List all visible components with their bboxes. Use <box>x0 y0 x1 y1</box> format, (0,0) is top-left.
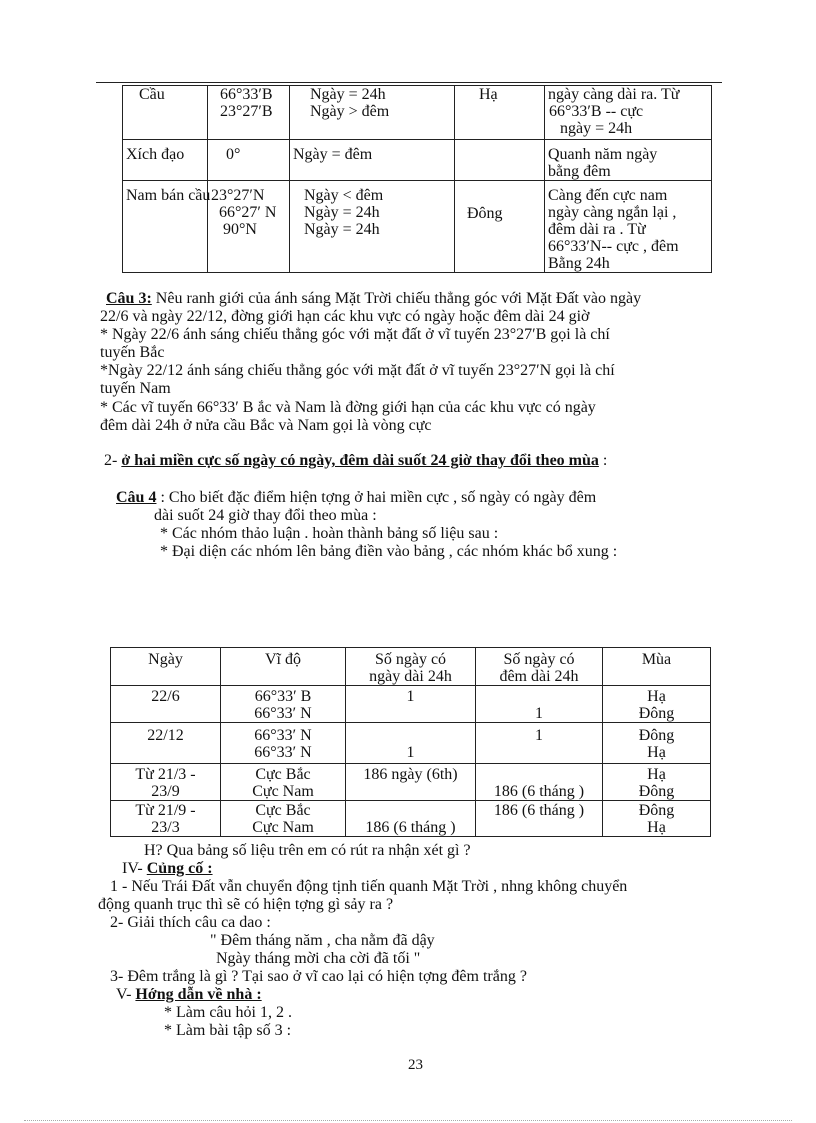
answer-line: tuyến Bắc <box>100 344 165 361</box>
table-row <box>123 86 712 140</box>
table-row <box>123 181 712 273</box>
question-4: Câu 4 : Cho biết đặc điểm hiện tợng ở hai miền cực , số ngày có ngày đêm <box>116 489 597 506</box>
instruction-line: * Đại diện các nhóm lên bảng điền vào bảng , các nhóm khác bổ xung : <box>160 543 618 560</box>
question-3 <box>106 290 641 308</box>
zone-note: Càng đến cực nam ngày càng ngắn lại , đêm dài ra . Từ 66°33′N-- cực , đêm Bằng 24h <box>545 181 712 273</box>
answer-line: * Ngày 22/6 ánh sáng chiếu thẳng góc với mặt đất ở vĩ tuyến 23°27′B gọi là chí <box>100 326 610 343</box>
long-night-cell: 1 <box>476 723 603 764</box>
day-cell: 22/12 <box>111 723 221 764</box>
zone-season: Đông <box>455 181 545 273</box>
zone-day-length: Ngày = 24h Ngày > đêm <box>290 86 455 140</box>
table-row <box>111 801 711 837</box>
zone-name: Nam bán cầu <box>123 181 208 273</box>
section-title: ở hai miền cực số ngày có ngày, đêm dài suốt 24 giờ thay đổi theo mùa <box>121 452 599 469</box>
day-cell: 22/6 <box>111 686 221 723</box>
long-night-cell: 1 <box>476 686 603 723</box>
season-cell: Hạ Đông <box>603 764 711 801</box>
zone-latitudes: 23°27′N 66°27′ N 90°N <box>208 181 290 273</box>
long-day-cell: 1 <box>346 686 476 723</box>
season-cell: Đông Hạ <box>603 801 711 837</box>
section-heading: 2- ở hai miền cực số ngày có ngày, đêm dài suốt 24 giờ thay đổi theo mùa : <box>104 452 608 469</box>
section-heading: IV- Củng cố : <box>122 860 213 877</box>
table-row <box>123 140 712 181</box>
latitude-cell: 66°33′ N 66°33′ N <box>221 723 346 764</box>
question-4-line2: dài suốt 24 giờ thay đổi theo mùa : <box>154 507 377 524</box>
zone-note: ngày càng dài ra. Từ 66°33′B -- cực ngày = 24h <box>545 86 712 140</box>
review-question: động quanh trục thì sẽ có hiện tợng gì sảy ra ? <box>98 896 394 913</box>
table-row <box>111 686 711 723</box>
homework-item: * Làm bài tập số 3 : <box>164 1022 292 1039</box>
table-header-row <box>111 648 711 686</box>
zone-season: Hạ <box>455 86 545 140</box>
poem-line: " Đêm tháng năm , cha nằm đã dậy <box>210 932 435 949</box>
latitude-cell: Cực Bắc Cực Nam <box>221 764 346 801</box>
header-cell: Số ngày có đêm dài 24h <box>476 648 603 686</box>
season-cell: Đông Hạ <box>603 723 711 764</box>
question-3-line2: 22/6 và ngày 22/12, đờng giới hạn các khu vực có ngày hoặc đêm dài 24 giờ <box>100 308 590 325</box>
homework-item: * Làm câu hỏi 1, 2 . <box>164 1004 292 1021</box>
answer-line: đêm dài 24h ở nửa cầu Bắc và Nam gọi là vòng cực <box>100 417 432 434</box>
zone-season <box>455 140 545 181</box>
header-cell: Mùa <box>603 648 711 686</box>
header-cell: Số ngày có ngày dài 24h <box>346 648 476 686</box>
long-day-cell: 186 ngày (6th) <box>346 764 476 801</box>
poem-line: Ngày tháng mời cha cời đã tối " <box>216 950 421 967</box>
review-question: 2- Giải thích câu ca dao : <box>110 914 271 931</box>
question-4-label: Câu 4 <box>116 489 157 506</box>
zone-note: Quanh năm ngày bằng đêm <box>545 140 712 181</box>
zone-name: Cầu <box>123 86 208 140</box>
header-rule <box>96 82 722 83</box>
day-cell: Từ 21/9 - 23/3 <box>111 801 221 837</box>
latitude-cell: 66°33′ B 66°33′ N <box>221 686 346 723</box>
section-title: Hớng dẫn về nhà : <box>135 986 262 1003</box>
long-day-cell: 186 (6 tháng ) <box>346 801 476 837</box>
header-cell: Vĩ độ <box>221 648 346 686</box>
review-question: 3- Đêm trắng là gì ? Tại sao ở vĩ cao lại có hiện tợng đêm trắng ? <box>110 968 527 985</box>
page-number: 23 <box>408 1057 423 1073</box>
polar-day-table <box>110 647 711 837</box>
long-night-cell: 186 (6 tháng ) <box>476 801 603 837</box>
zone-latitudes: 0° <box>208 140 290 181</box>
answer-line: tuyến Nam <box>100 380 171 397</box>
question-3-label: Câu 3: <box>106 290 152 307</box>
section-title: Củng cố : <box>146 860 213 877</box>
instruction-line: * Các nhóm thảo luận . hoàn thành bảng số liệu sau : <box>160 525 499 542</box>
zone-day-length: Ngày = đêm <box>290 140 455 181</box>
header-cell: Ngày <box>111 648 221 686</box>
zone-latitudes: 66°33′B 23°27′B <box>208 86 290 140</box>
season-cell: Hạ Đông <box>603 686 711 723</box>
discussion-question: H? Qua bảng số liệu trên em có rút ra nhận xét gì ? <box>144 842 471 859</box>
long-day-cell: 1 <box>346 723 476 764</box>
latitude-cell: Cực Bắc Cực Nam <box>221 801 346 837</box>
zone-name: Xích đạo <box>123 140 208 181</box>
answer-line: * Các vĩ tuyến 66°33′ B ắc và Nam là đờng giới hạn của các khu vực có ngày <box>100 399 596 416</box>
long-night-cell: 186 (6 tháng ) <box>476 764 603 801</box>
question-3-text: Nêu ranh giới của ánh sáng Mặt Trời chiếu thẳng góc với Mặt Đất vào ngày <box>151 290 642 307</box>
review-question: 1 - Nếu Trái Đất vẫn chuyển động tịnh tiến quanh Mặt Trời , nhng không chuyển <box>110 878 628 895</box>
zone-day-length: Ngày < đêm Ngày = 24h Ngày = 24h <box>290 181 455 273</box>
answer-line: *Ngày 22/12 ánh sáng chiếu thẳng góc với mặt đất ở vĩ tuyến 23°27′N gọi là chí <box>100 362 615 379</box>
table-row <box>111 723 711 764</box>
day-cell: Từ 21/3 - 23/9 <box>111 764 221 801</box>
table-row <box>111 764 711 801</box>
section-heading: V- Hớng dẫn về nhà : <box>116 986 262 1003</box>
climate-zone-table <box>122 85 712 273</box>
page-edge-rule <box>24 1120 792 1121</box>
